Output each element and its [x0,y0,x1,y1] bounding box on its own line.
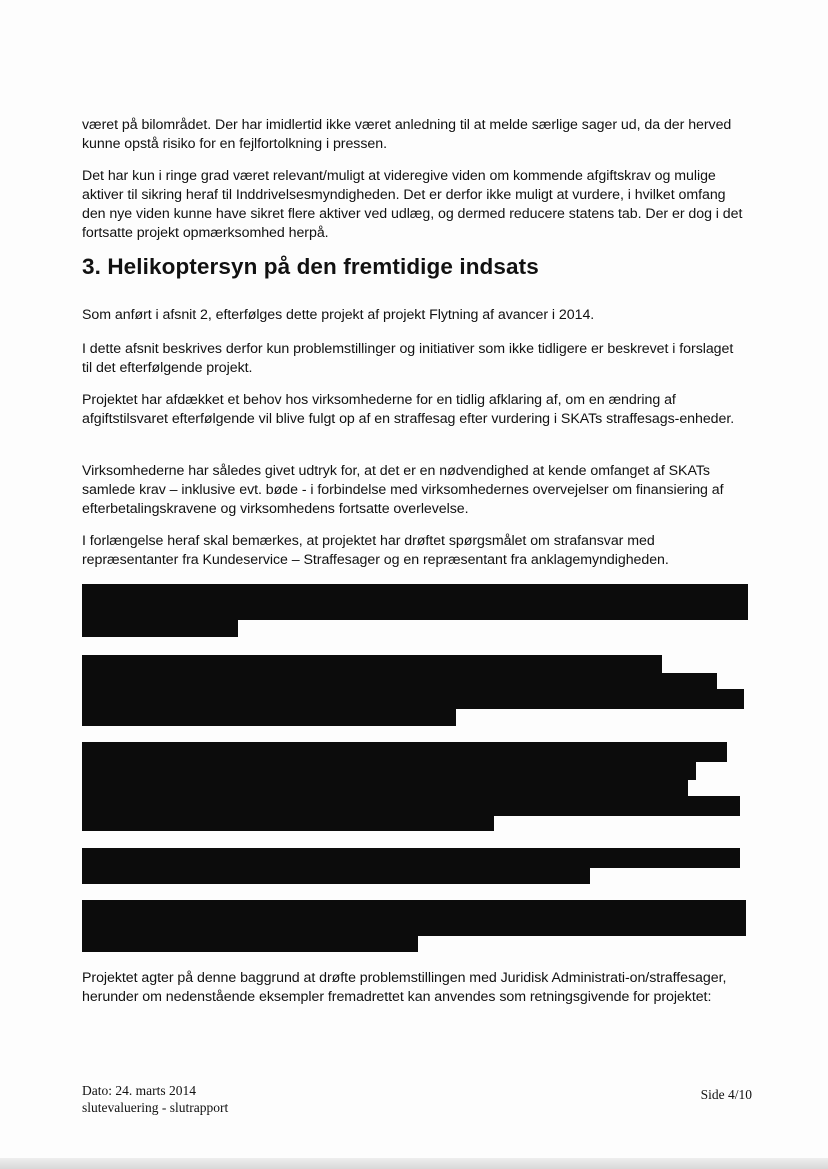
redaction-bar [82,707,456,726]
section-heading: 3. Helikoptersyn på den fremtidige indsats [82,254,539,279]
redaction-bar [82,934,418,952]
footer-document-name: slutevaluering - slutrapport [82,1100,229,1115]
footer-left [82,1082,228,1116]
paragraph-inddrivelse: Det har kun i ringe grad været relevant/muligt at videregive viden om kommende afgiftskrav og mulige aktiver til sikring heraf til Inddrivelsesmyndigheden. Det er derfor ikke muligt at vurdere, i hvilket omfang den nye viden kunne have sikret flere aktiver ved udlæg, og dermed reducere statens tab. Der er dog i det fortsatte projekt opmærksomhed herpå. [82,168,743,241]
redaction-bar [82,900,746,936]
redaction-bar [82,655,662,675]
paragraph-juridisk: Projektet agter på denne baggrund at drøfte problemstillingen med Juridisk Administrati-on/straffesager, herunder om nedenstående eksempler fremadrettet kan anvendes som retningsgivende for projektet: [82,970,727,1005]
redaction-bar [82,742,727,762]
scan-edge-shadow [0,1158,828,1169]
redaction-bar [82,866,590,884]
redaction-bar [82,848,740,868]
redaction-bar [82,814,494,831]
footer-date: Dato: 24. marts 2014 [82,1083,196,1098]
redaction-bar [82,618,238,637]
redaction-bar [82,778,688,798]
footer-page-number: Side 4/10 [700,1087,752,1102]
paragraph-behov: Projektet har afdækket et behov hos virksomhederne for en tidlig afklaring af, om en ændring af afgiftstilsvaret efterfølgende vil blive fulgt op af en straffesag efter vurdering i SKATs straffesags-enheder. [82,392,735,427]
redaction-bar [82,584,748,620]
redaction-bar [82,760,696,780]
paragraph-strafansvar: I forlængelse heraf skal bemærkes, at projektet har drøftet spørgsmålet om strafansvar med repræsentanter fra Kundeservice – Straffesager og en repræsentant fra anklagemyndigheden. [82,533,669,568]
paragraph-bilomraadet: været på bilområdet. Der har imidlertid ikke været anledning til at melde særlige sager ud, da der herved kunne opstå risiko for en fejlfortolkning i pressen. [82,117,732,152]
redaction-bar [82,689,744,709]
paragraph-omfang: Virksomhederne har således givet udtryk for, at det er en nødvendighed at kende omfanget af SKATs samlede krav – inklusive evt. bøde - i forbindelse med virksomhedernes overvejelser om finansiering af efterbetalingskravene og virksomhedens fortsatte overlevelse. [82,463,724,517]
paragraph-afsnit-2: Som anført i afsnit 2, efterfølges dette projekt af projekt Flytning af avancer i 2014. [82,307,595,323]
paragraph-problemstillinger: I dette afsnit beskrives derfor kun problemstillinger og initiativer som ikke tidligere er beskrevet i forslaget til det efterfølgende projekt. [82,341,734,376]
redaction-bar [82,796,740,816]
